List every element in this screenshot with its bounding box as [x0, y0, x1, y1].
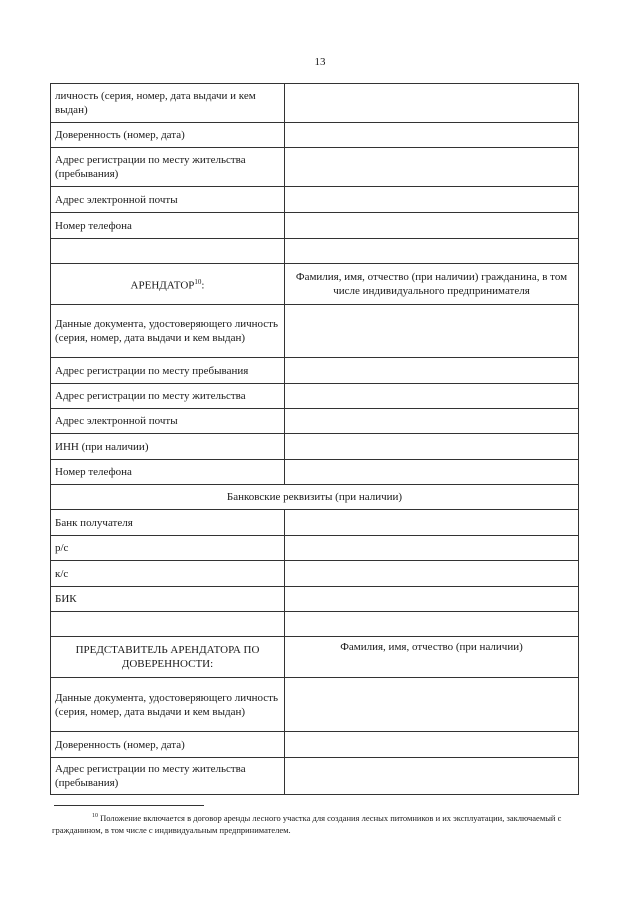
value-cell[interactable]: [285, 678, 579, 732]
value-cell[interactable]: [285, 587, 579, 612]
table-row: [51, 510, 579, 536]
rep-header-row: [51, 637, 579, 678]
value-cell[interactable]: [285, 148, 579, 187]
tenant-header: [51, 264, 285, 305]
value-cell[interactable]: [285, 123, 579, 148]
row-label: Данные документа, удостоверяющего личность (серия, номер, дата выдачи и кем выдан): [51, 305, 285, 358]
table-row: [51, 213, 579, 239]
row-label: Адрес регистрации по месту жительства (пребывания): [51, 148, 285, 187]
table-row: [51, 148, 579, 187]
value-cell[interactable]: [285, 536, 579, 561]
table-row: [51, 358, 579, 384]
row-label: ИНН (при наличии): [51, 434, 285, 460]
row-label: Адрес электронной почты: [51, 187, 285, 213]
table-row: [51, 384, 579, 409]
row-label: Адрес регистрации по месту пребывания: [51, 358, 285, 384]
table-row: [51, 561, 579, 587]
tenant-header-text: АРЕНДАТОР: [130, 279, 195, 292]
table-row: [51, 758, 579, 795]
blank-cell: [285, 239, 579, 264]
value-cell[interactable]: [285, 213, 579, 239]
tenant-fio-header: Фамилия, имя, отчество (при наличии) гражданина, в том числе индивидуального предпринимателя: [285, 264, 579, 305]
blank-cell: [285, 612, 579, 637]
table-row: [51, 587, 579, 612]
table-row: [51, 84, 579, 123]
bank-header-row: [51, 485, 579, 510]
tenant-header-row: [51, 264, 579, 305]
row-label: Адрес электронной почты: [51, 409, 285, 434]
table-row: [51, 187, 579, 213]
table-row: [51, 460, 579, 485]
value-cell[interactable]: [285, 409, 579, 434]
row-label: к/с: [51, 561, 285, 587]
page-number: 13: [314, 56, 326, 68]
row-label: Доверенность (номер, дата): [51, 732, 285, 758]
table-row-blank: [51, 612, 579, 637]
rep-header: ПРЕДСТАВИТЕЛЬ АРЕНДАТОРА ПО ДОВЕРЕННОСТИ:: [51, 637, 285, 678]
table-row: [51, 732, 579, 758]
row-label: Данные документа, удостоверяющего личность (серия, номер, дата выдачи и кем выдан): [51, 678, 285, 732]
footnote-text: Положение включается в договор аренды лесного участка для создания лесных питомников и их эксплуатации, заключаемый с гражданином, в том числе с индивидуальным предпринимателем.: [52, 812, 562, 835]
row-label: БИК: [51, 587, 285, 612]
value-cell[interactable]: [285, 434, 579, 460]
table-row: [51, 434, 579, 460]
row-label: р/с: [51, 536, 285, 561]
value-cell[interactable]: [285, 358, 579, 384]
blank-cell: [51, 612, 285, 637]
footnote-ref: 10: [194, 278, 202, 287]
row-label: Банк получателя: [51, 510, 285, 536]
blank-cell: [51, 239, 285, 264]
value-cell[interactable]: [285, 84, 579, 123]
value-cell[interactable]: [285, 187, 579, 213]
footnote: [52, 810, 592, 836]
form-table: [50, 83, 579, 795]
footnote-mark: 10: [92, 813, 98, 819]
table-row: [51, 678, 579, 732]
row-label: личность (серия, номер, дата выдачи и кем выдан): [51, 84, 285, 123]
row-label: Адрес регистрации по месту жительства: [51, 384, 285, 409]
table-row: [51, 536, 579, 561]
table-row: [51, 123, 579, 148]
row-label: Адрес регистрации по месту жительства (пребывания): [51, 758, 285, 795]
row-label: Номер телефона: [51, 460, 285, 485]
rep-fio-header: Фамилия, имя, отчество (при наличии): [285, 637, 579, 678]
value-cell[interactable]: [285, 460, 579, 485]
value-cell[interactable]: [285, 732, 579, 758]
value-cell[interactable]: [285, 510, 579, 536]
tenant-header-colon: :: [201, 279, 205, 292]
footnote-divider: [54, 805, 204, 806]
table-row: [51, 409, 579, 434]
value-cell[interactable]: [285, 384, 579, 409]
value-cell[interactable]: [285, 758, 579, 795]
table-row-blank: [51, 239, 579, 264]
table-row: [51, 305, 579, 358]
bank-header: Банковские реквизиты (при наличии): [51, 485, 579, 510]
value-cell[interactable]: [285, 305, 579, 358]
value-cell[interactable]: [285, 561, 579, 587]
row-label: Доверенность (номер, дата): [51, 123, 285, 148]
row-label: Номер телефона: [51, 213, 285, 239]
